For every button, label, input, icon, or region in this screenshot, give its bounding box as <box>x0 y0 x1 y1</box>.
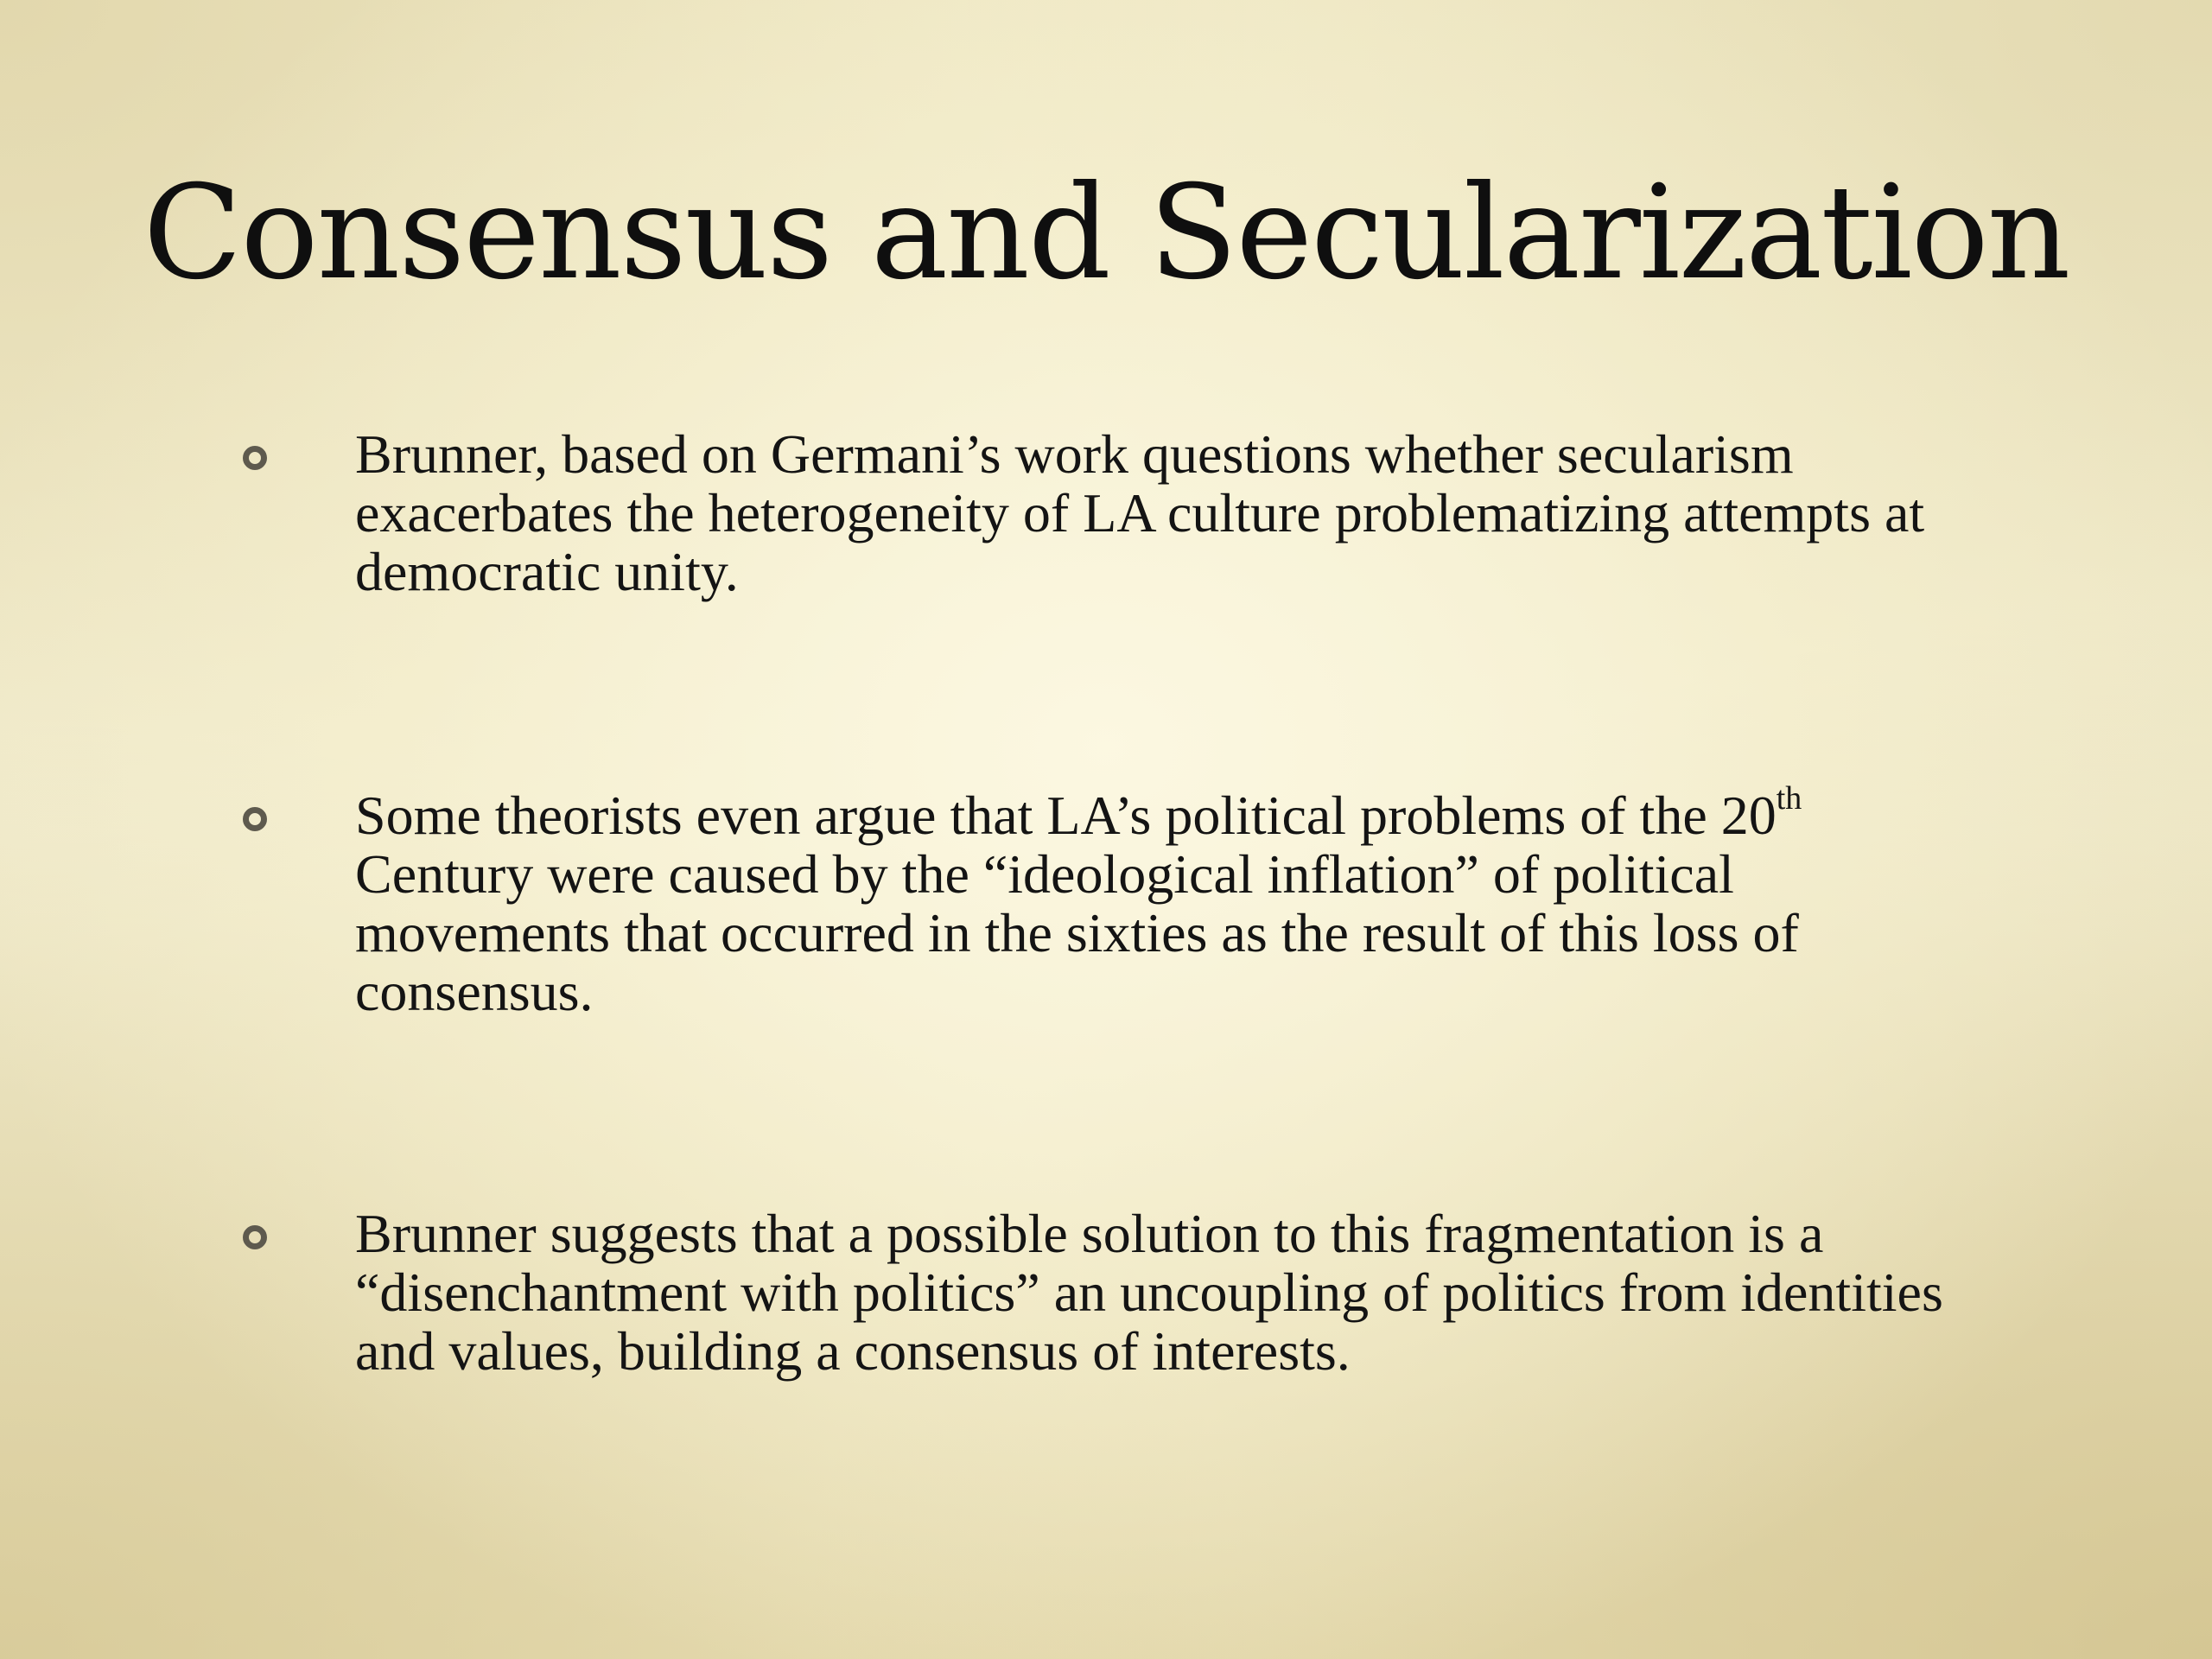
bullet-text: Brunner, based on Germani’s work questions whether secularism exacerbates the heterogeneity of LA culture problematizing attempts at democratic unity. <box>355 423 1925 602</box>
hollow-circle-icon <box>243 446 267 470</box>
bullet-text <box>355 780 1980 1022</box>
slide-title: Consensus and Secularization <box>143 158 2069 308</box>
bullet-text-part: Century were caused by the “ideological inflation” of political movements that occurred in the sixties as the result of this loss of consensus. <box>355 843 1799 1022</box>
hollow-circle-icon <box>243 807 267 831</box>
bullet-text-part: Some theorists even argue that LA’s political problems of the 20 <box>355 785 1777 846</box>
hollow-circle-icon <box>243 1225 267 1249</box>
ordinal-superscript: th <box>1776 780 1802 817</box>
bullet-text: Brunner suggests that a possible solution to this fragmentation is a “disenchantment with politics” an uncoupling of politics from identities and values, building a consensus of interests. <box>355 1203 1943 1382</box>
